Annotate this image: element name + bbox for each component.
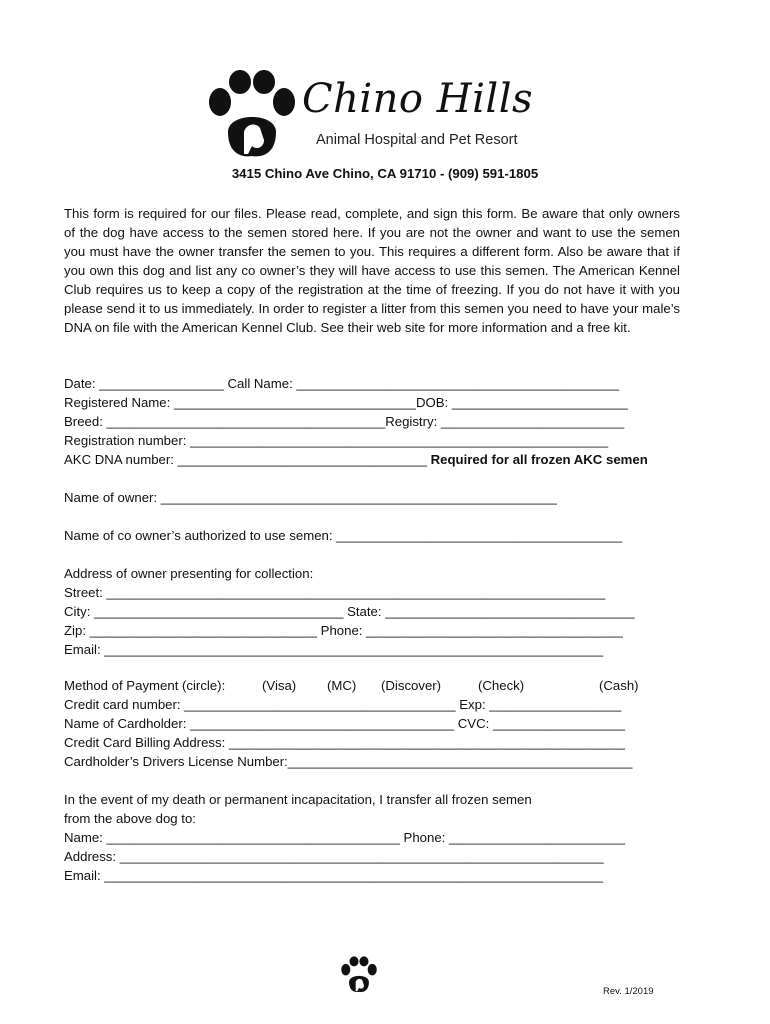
zip-phone-field[interactable]: Zip: _______________________________ Phone: ___________________________________ (64, 623, 623, 638)
paw-dog-icon (206, 70, 298, 160)
transfer-text-2: from the above dog to: (64, 811, 196, 826)
akc-dna-field[interactable]: AKC DNA number: __________________________________ (64, 452, 431, 467)
payment-option-discover[interactable]: (Discover) (381, 678, 442, 693)
co-owner-field[interactable]: Name of co owner’s authorized to use semen: _______________________________________ (64, 528, 623, 543)
clinic-address: 3415 Chino Ave Chino, CA 91710 - (909) 591-1805 (231, 166, 539, 181)
cardholder-field[interactable]: Name of Cardholder: ____________________________________ CVC: __________________ (64, 716, 625, 731)
revision-label: Rev. 1/2019 (603, 986, 654, 997)
transfer-text-1: In the event of my death or permanent incapacitation, I transfer all frozen semen (64, 792, 532, 807)
logo (206, 70, 546, 160)
owner-name-field[interactable]: Name of owner: ______________________________________________________ (64, 490, 557, 505)
intro-paragraph: This form is required for our files. Please read, complete, and sign this form. Be aware that only owners of the dog have access to the semen stored here. If you are not the owner and want to use the semen you must have the owner transfer the semen to you. This requires a different form. Also be aware that if you own this dog and list any co owner’s they will have access to use this semen. The American Kennel Club requires us to keep a copy of the registration at the time of freezing. If you do not have it with you please send it to us immediately. In order to register a litter from this semen you need to have your male’s DNA on file with the American Kennel Club. See their web site for more information and a free kit. (64, 206, 680, 335)
credit-card-field[interactable]: Credit card number: _____________________________________ Exp: __________________ (64, 697, 622, 712)
registered-name-dob-field[interactable]: Registered Name: _________________________________DOB: ________________________ (64, 395, 628, 410)
street-field[interactable]: Street: ____________________________________________________________________ (64, 585, 606, 600)
date-call-name-field[interactable]: Date: _________________ Call Name: ____________________________________________ (64, 376, 620, 391)
city-state-field[interactable]: City: __________________________________ State: __________________________________ (64, 604, 635, 619)
payment-option-visa[interactable]: (Visa) (262, 678, 297, 693)
dna-note: Required for all frozen AKC semen (430, 452, 648, 467)
registration-number-field[interactable]: Registration number: _________________________________________________________ (64, 433, 609, 448)
payment-option-check[interactable]: (Check) (478, 678, 525, 693)
billing-address-field[interactable]: Credit Card Billing Address: ______________________________________________________ (64, 735, 625, 750)
brand-tagline: Animal Hospital and Pet Resort (316, 132, 518, 148)
payment-label: Method of Payment (circle): (64, 678, 226, 693)
akc-dna-row (64, 450, 648, 469)
transfer-name-phone-field[interactable]: Name: ________________________________________ Phone: ________________________ (64, 830, 626, 845)
email-field[interactable]: Email: ____________________________________________________________________ (64, 642, 604, 657)
payment-option-mc[interactable]: (MC) (327, 678, 357, 693)
transfer-email-field[interactable]: Email: ____________________________________________________________________ (64, 868, 604, 883)
address-heading: Address of owner presenting for collection: (64, 566, 314, 581)
brand-name: Chino Hills (302, 76, 534, 122)
drivers-license-field[interactable]: Cardholder’s Drivers License Number:_______________________________________________ (64, 754, 633, 769)
paw-icon (340, 956, 378, 994)
transfer-address-field[interactable]: Address: __________________________________________________________________ (64, 849, 604, 864)
breed-registry-field[interactable]: Breed: ______________________________________Registry: _________________________ (64, 414, 625, 429)
payment-option-cash[interactable]: (Cash) (599, 678, 639, 693)
